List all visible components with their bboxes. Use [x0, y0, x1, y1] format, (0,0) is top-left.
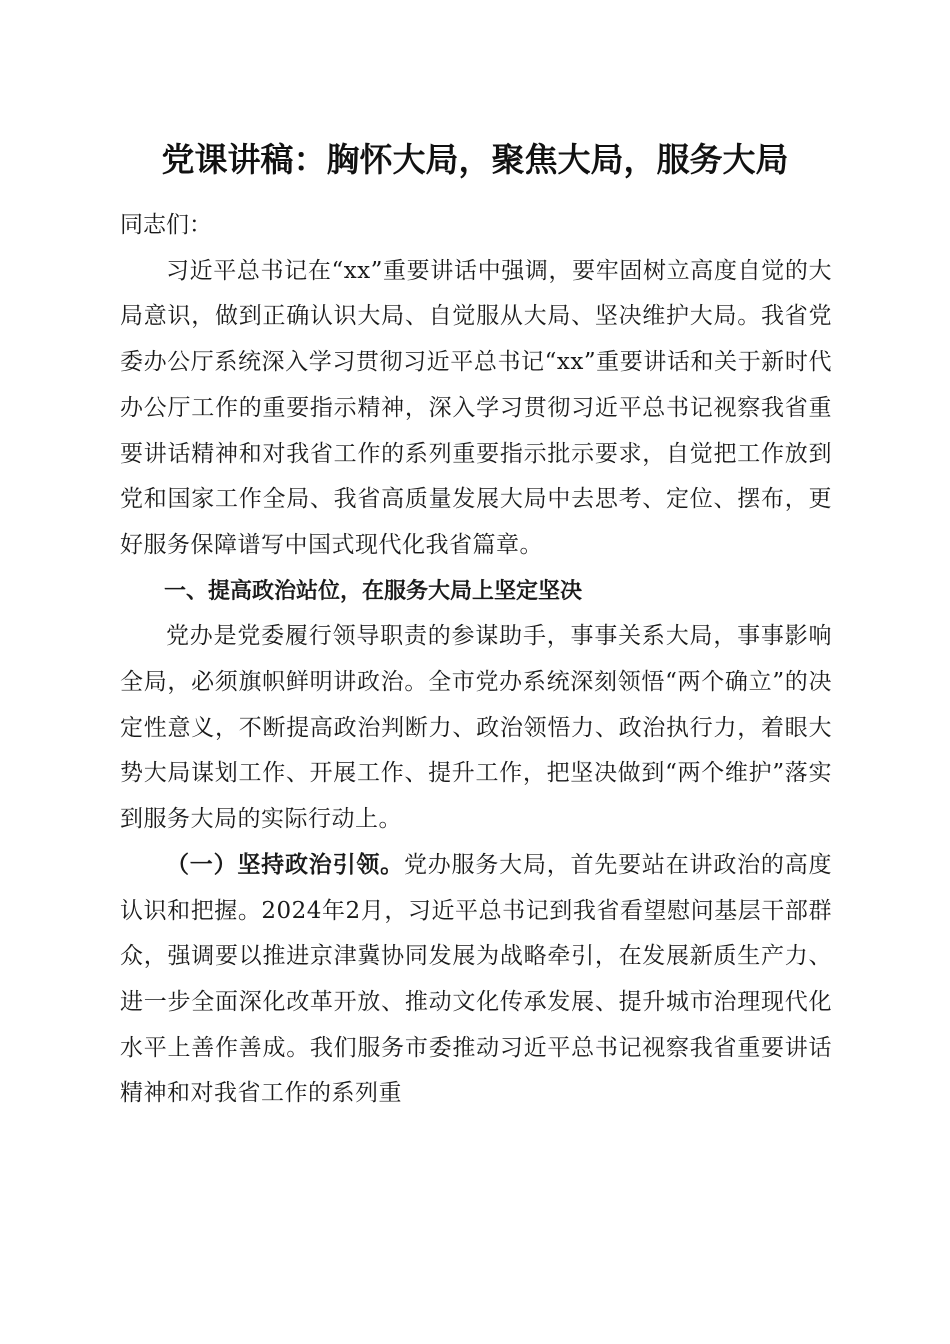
- subsection-1-text: 党办服务大局，首先要站在讲政治的高度认识和把握。2024年2月，习近平总书记到我省看望慰问基层干部群众，强调要以推进京津冀协同发展为战略牵引，在发展新质生产力、进一步全面深化改革开放、推动文化传承发展、提升城市治理现代化水平上善作善成。我们服务市委推动习近平总书记视察我省重要讲话精神和对我省工作的系列重: [120, 851, 833, 1107]
- subsection-1-lead: （一）坚持政治引领。: [166, 851, 404, 878]
- section-heading-1: 一、提高政治站位，在服务大局上坚定坚决: [164, 578, 583, 604]
- document-body: [120, 203, 832, 1117]
- subsection-1-paragraph: [120, 843, 832, 1117]
- intro-paragraph: 习近平总书记在“xx”重要讲话中强调，要牢固树立高度自觉的大局意识，做到正确认识大局、自觉服从大局、坚决维护大局。我省党委办公厅系统深入学习贯彻习近平总书记“xx”重要讲话和关于新时代办公厅工作的重要指示精神，深入学习贯彻习近平总书记视察我省重要讲话精神和对我省工作的系列重要指示批示要求，自觉把工作放到党和国家工作全局、我省高质量发展大局中去思考、定位、摆布，更好服务保障谱写中国式现代化我省篇章。: [120, 257, 832, 558]
- salutation: 同志们：: [120, 212, 212, 238]
- section-1-paragraph: 党办是党委履行领导职责的参谋助手，事事关系大局，事事影响全局，必须旗帜鲜明讲政治。全市党办系统深刻领悟“两个确立”的决定性意义，不断提高政治判断力、政治领悟力、政治执行力，着眼大势大局谋划工作、开展工作、提升工作，把坚决做到“两个维护”落实到服务大局的实际行动上。: [120, 623, 832, 833]
- document-title: 党课讲稿：胸怀大局，聚焦大局，服务大局: [161, 140, 789, 179]
